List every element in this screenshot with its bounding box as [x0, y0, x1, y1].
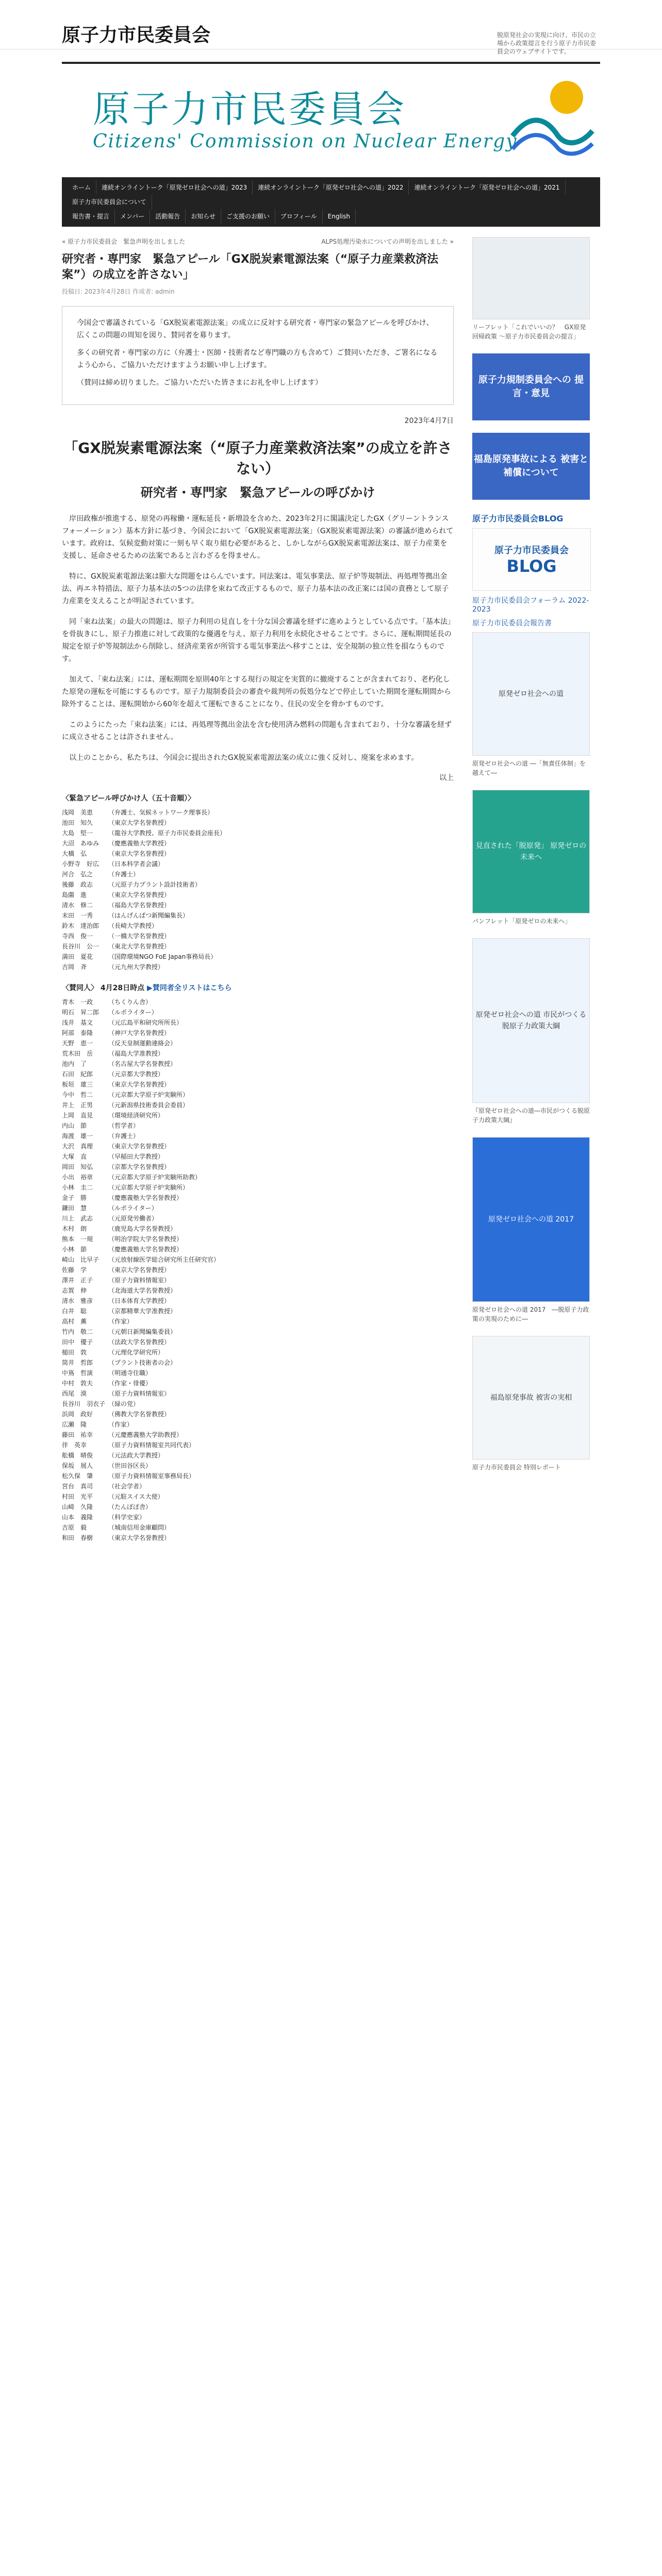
signatory-name: 鈴木 達治郎: [62, 922, 100, 929]
signatory-affiliation: （東京大学名誉教授）: [108, 850, 171, 857]
signatory-name: 今中 哲二: [62, 1091, 93, 1098]
signatory-affiliation: （元京都大学原子炉実験所）: [108, 1091, 189, 1098]
nav-item-talk-2021[interactable]: 連続オンライントーク「原発ゼロ社会への道」2021: [409, 180, 565, 195]
signatory-name: 小林 圭二: [62, 1184, 93, 1191]
signatory-row: [62, 1100, 454, 1110]
signatory-row: [62, 849, 454, 859]
signatory-name: 広瀬 隆: [62, 1421, 87, 1428]
signatory-name: 舩橋 晴俊: [62, 1452, 93, 1459]
signatory-name: 寺西 俊一: [62, 933, 93, 940]
signatory-name: 石田 紀郎: [62, 1071, 93, 1078]
signatory-name: 阿部 泰隆: [62, 1029, 93, 1037]
signatory-row: [62, 1522, 454, 1533]
signatory-row: [62, 1172, 454, 1182]
signatory-row: [62, 1182, 454, 1193]
signatory-row: [62, 869, 454, 879]
caller-heading: 〈緊急アピール呼びかけ人（五十音順）〉: [62, 794, 195, 803]
signatory-name: 吉岡 斉: [62, 963, 87, 971]
signatory-name: 鎌田 慧: [62, 1205, 87, 1212]
signatory-name: 藤田 祐幸: [62, 1431, 93, 1438]
signatory-name: 浅岡 美恵: [62, 809, 93, 816]
signatory-row: [62, 1440, 454, 1450]
blog-banner-title: 原子力市民委員会: [494, 545, 569, 556]
signatory-row: [62, 1419, 454, 1430]
signatory-affiliation: （国際環境NGO FoE Japan事務局長）: [108, 953, 217, 960]
report2017-block: [472, 1137, 590, 1324]
signatory-row: [62, 1079, 454, 1090]
signatory-name: 末田 一秀: [62, 912, 93, 919]
blog-banner-word: BLOG: [506, 556, 557, 576]
signatory-affiliation: （元新潟県技術委員会委員）: [108, 1101, 189, 1109]
signatory-name: 筒井 哲郎: [62, 1359, 93, 1366]
signatory-name: 大沼 あゆみ: [62, 840, 100, 847]
top-header: [0, 0, 662, 55]
signatory-row: [62, 962, 454, 972]
leaflet-caption[interactable]: リーフレット「これでいいの？ GX原発回帰政策 〜原子力市民委員会の提言」: [472, 324, 586, 340]
signatory-affiliation: （龍谷大学教授、原子力市民委員会座長）: [108, 829, 226, 837]
reports-link[interactable]: 原子力市民委員会報告書: [472, 619, 552, 628]
signatory-name: 上岡 直見: [62, 1112, 93, 1119]
signatory-affiliation: （世田谷区長）: [108, 1462, 152, 1469]
signatory-row: [62, 807, 454, 818]
signer-heading-row: [62, 982, 454, 993]
nav-item-about[interactable]: 原子力市民委員会について: [67, 195, 152, 209]
signatory-affiliation: （早稲田大学教授）: [108, 1153, 164, 1160]
signer-list: [62, 997, 454, 1543]
signatory-affiliation: （元京都大学原子炉実験所助教）: [108, 1174, 202, 1181]
signatory-row: [62, 1430, 454, 1440]
notice-intro: 今国会で審議されている「GX脱炭素電源法案」の成立に反対する研究者・専門家の緊急アピールを呼びかけ、広くこの問題の周知を図り、賛同者を募ります。: [77, 319, 434, 340]
signatory-name: 岡田 知弘: [62, 1163, 93, 1171]
signatory-affiliation: （たんぽぽ舎）: [108, 1503, 152, 1511]
signatory-row: [62, 921, 454, 931]
signatory-name: 白井 聡: [62, 1308, 87, 1315]
signatory-affiliation: （城南信用金庫顧問）: [108, 1524, 171, 1531]
signatory-row: [62, 1337, 454, 1347]
signatory-affiliation: （元慶應義塾大学助教授）: [108, 1431, 183, 1438]
signatory-row: [62, 1388, 454, 1399]
signatory-affiliation: （一橋大学名誉教授）: [108, 933, 171, 940]
signatory-name: 中嶌 哲演: [62, 1369, 93, 1377]
special-report-caption[interactable]: 原子力市民委員会 特別レポート: [472, 1464, 561, 1471]
signatory-affiliation: （作家）: [108, 1318, 134, 1325]
signatory-affiliation: （法政大学名誉教授）: [108, 1338, 171, 1346]
signatory-affiliation: （弁護士）: [108, 871, 140, 878]
signatory-name: 熊本 一規: [62, 1235, 93, 1243]
blog-heading[interactable]: 原子力市民委員会BLOG: [472, 514, 564, 523]
signatory-row: [62, 1285, 454, 1296]
appeal-subtitle: 研究者・専門家 緊急アピールの呼びかけ: [140, 485, 375, 500]
signatory-name: 宮台 真司: [62, 1483, 93, 1490]
page-layout: [62, 237, 600, 1543]
signatory-row: [62, 1316, 454, 1327]
signatory-name: 澤井 正子: [62, 1277, 93, 1284]
special-report-card[interactable]: 福島原発事故 被害の実相: [472, 1336, 590, 1460]
signatory-name: 浅井 基文: [62, 1019, 93, 1026]
signatory-name: 村田 光平: [62, 1493, 93, 1500]
leaflet-card[interactable]: 見直された「脱原発」 原発ゼロの未来へ: [472, 790, 590, 913]
wave-sun-logo-icon: [507, 74, 595, 162]
signatory-row: [62, 859, 454, 869]
signatory-affiliation: （原子力資料情報室共同代表）: [108, 1442, 195, 1449]
signatory-row: [62, 879, 454, 890]
signatory-row: [62, 1502, 454, 1512]
signatory-row: [62, 1409, 454, 1419]
signatory-affiliation: （弁護士）: [108, 1132, 140, 1140]
signatory-affiliation: （東京大学名誉教授）: [108, 891, 171, 899]
signatory-row: [62, 828, 454, 838]
signatory-row: [62, 1378, 454, 1388]
signatory-row: [62, 1224, 454, 1234]
appeal-title: 「GX脱炭素電源法案（“原子力産業救済法案”の成立を許さない）: [63, 439, 452, 477]
signatory-affiliation: （プラント技術者の会）: [108, 1359, 177, 1366]
signatory-name: 大沢 真理: [62, 1143, 93, 1150]
signatory-row: [62, 890, 454, 900]
signatory-name: 小野寺 好広: [62, 860, 100, 868]
signatory-name: 小林 節: [62, 1246, 87, 1253]
appeal-date: 2023年4月7日: [404, 417, 454, 425]
signatory-affiliation: （長崎大学教授）: [108, 922, 158, 929]
signatory-name: 荒木田 岳: [62, 1050, 93, 1057]
signatory-affiliation: （元法政大学教授）: [108, 1452, 164, 1459]
signatory-affiliation: （緑の党）: [108, 1400, 140, 1408]
sidebar: [472, 237, 590, 1543]
notice-note: （賛同は締め切りました。ご協力いただいた皆さまにお礼を申し上げます）: [77, 379, 322, 387]
signatory-row: [62, 910, 454, 921]
signatory-affiliation: （福島大学名誉教授）: [108, 902, 171, 909]
road-caption[interactable]: 原発ゼロ社会への道 ―「無責任体制」を越えて―: [472, 760, 586, 776]
signatory-affiliation: （元九州大学教授）: [108, 963, 164, 971]
signatory-row: [62, 1265, 454, 1275]
nav-item-talk-2023[interactable]: 連続オンライントーク「原発ゼロ社会への道」2023: [96, 180, 253, 195]
signatory-row: [62, 931, 454, 941]
notice-body: 多くの研究者・専門家の方に（弁護士・医師・技術者など専門職の方も含めて）ご賛同いただき、ご署名になるよう心から、ご協力いただけますようお願い申し上げます。: [77, 349, 438, 369]
prev-post-link[interactable]: « 原子力市民委員会 緊急声明を出しました: [62, 238, 186, 245]
banner-subtitle: Citizens' Commission on Nuclear Energy: [93, 131, 518, 152]
signatory-name: 明石 昇二郎: [62, 1009, 100, 1016]
signatory-row: [62, 1234, 454, 1244]
appeal-paragraph: 同「束ね法案」の最大の問題は、原子力利用の見直しを十分な国会審議を経ずに進めようとしている点です。「基本法」を骨抜きにし、原子力推進に対して政策的な優遇を与え、原子力利用を永続化させることです。さらに、運転期間延長の規定を原子炉等規制法から削除し、経済産業省が所管する電気事業法へ移すことは、安全規制の独立性を損なうものです。: [62, 618, 452, 663]
leaflet-block: [472, 790, 590, 926]
signatory-affiliation: （元朝日新聞編集委員）: [108, 1328, 177, 1335]
nav-item-reports[interactable]: 報告書・提言: [67, 209, 115, 224]
signatory-row: [62, 1399, 454, 1409]
signatory-row: [62, 818, 454, 828]
nav-item-activities[interactable]: 活動報告: [150, 209, 186, 224]
site-tagline: 脱原発社会の実現に向け、市民の立場から政策提言を行う原子力市民委員会のウェブサイトです。: [497, 31, 597, 55]
signatory-affiliation: （元原発労働者）: [108, 1215, 158, 1222]
signatory-name: 内山 節: [62, 1122, 87, 1129]
signatory-name: 川上 武志: [62, 1215, 93, 1222]
nav-item-home[interactable]: ホーム: [67, 180, 96, 195]
signer-count-note: 4月28日時点: [100, 984, 145, 992]
signatory-row: [62, 1162, 454, 1172]
signatory-row: [62, 1141, 454, 1151]
main-content: [62, 237, 454, 1543]
post-title: 研究者・専門家 緊急アピール「GX脱炭素電源法案（“原子力産業救済法案”）の成立を許さない」: [62, 253, 439, 281]
signatory-affiliation: （社会学者）: [108, 1483, 146, 1490]
signatory-affiliation: （哲学者）: [108, 1122, 140, 1129]
nav-item-english[interactable]: English: [323, 209, 356, 224]
signatory-affiliation: （東京大学名誉教授）: [108, 1266, 171, 1274]
signatory-name: 竹内 敬二: [62, 1328, 93, 1335]
signatory-affiliation: （反天皇制運動連絡会）: [108, 1040, 177, 1047]
signatory-name: 清水 雅彦: [62, 1297, 93, 1304]
signatory-row: [62, 1193, 454, 1203]
signatory-name: 清水 修二: [62, 902, 93, 909]
signatory-name: 池内 了: [62, 1060, 87, 1067]
signatory-row: [62, 1151, 454, 1162]
signatory-affiliation: （原子力資料情報室）: [108, 1277, 171, 1284]
forum-link[interactable]: 原子力市民委員会フォーラム 2022-2023: [472, 597, 589, 614]
signatory-name: 長谷川 羽衣子: [62, 1400, 106, 1408]
appeal-paragraph: 岸田政権が推進する、原発の再稼働・運転延長・新増設を含めた、2023年2月に閣議決定したGX（グリーントランスフォーメーション）基本方針に基づき、今国会において「GX脱炭素電源法案」（GX脱炭素電源法案）の審議が進められています。政府は、気候変動対策に一刻も早く取り組む必要があると、しかしながらGX脱炭素電源法案は、原子力産業を支援し、延命させるための法案であると言わざるを得ません。: [62, 515, 454, 560]
signatory-affiliation: （日本科学者会議）: [108, 860, 164, 868]
nav-item-profile[interactable]: プロフィール: [275, 209, 323, 224]
appeal-paragraph: 特に、GX脱炭素電源法案は膨大な問題をはらんでいます。同法案は、電気事業法、原子炉等規制法、再処理等拠出金法、再エネ特措法、原子力基本法の5つの法律を束ねて改正するもので、原子力基本法の改正案には国の責務として原子力産業を支えることが明記されています。: [62, 572, 449, 605]
signatory-row: [62, 1461, 454, 1471]
signatory-name: 長谷川 公一: [62, 943, 100, 950]
signatory-affiliation: （東京大学名誉教授）: [108, 1081, 171, 1088]
signatory-name: 天野 恵一: [62, 1040, 93, 1047]
signatory-affiliation: （弁護士、気候ネットワーク理事長）: [108, 809, 214, 816]
signatory-affiliation: （京都精華大学准教授）: [108, 1308, 177, 1315]
signatory-row: [62, 1275, 454, 1285]
signatory-row: [62, 952, 454, 962]
damage-button[interactable]: 福島原発事故による 被害と補償について: [472, 433, 590, 500]
signatory-affiliation: （明通寺住職）: [108, 1369, 152, 1377]
signatory-name: 保坂 展人: [62, 1462, 93, 1469]
nav-item-talk-2022[interactable]: 連続オンライントーク「原発ゼロ社会への道」2022: [253, 180, 409, 195]
signatory-name: 木村 朗: [62, 1225, 87, 1232]
signatory-name: 槌田 敦: [62, 1349, 87, 1356]
signatory-row: [62, 838, 454, 849]
signatory-name: 大塚 直: [62, 1153, 87, 1160]
appeal-paragraph: 加えて、「束ね法案」には、運転期間を原則40年とする現行の規定を実質的に撤廃することが含まれており、老朽化した原発の運転を可能にするものです。原子力規制委員会の審査や裁判所の仮処分などで停止していた期間を運転期間から除外することは、運転開始から60年を超えて運転できることになり、住民の安全を脅かすものです。: [62, 675, 451, 708]
signatory-name: 浜岡 政好: [62, 1411, 93, 1418]
signatory-affiliation: （元駐スイス大使）: [108, 1493, 164, 1500]
signatory-row: [62, 1492, 454, 1502]
signatory-affiliation: （作家・俳優）: [108, 1380, 152, 1387]
signatory-affiliation: （東京大学名誉教授）: [108, 1143, 171, 1150]
signatory-name: 松久保 肇: [62, 1472, 93, 1480]
signatory-row: [62, 1255, 454, 1265]
special-report-block: [472, 1336, 590, 1472]
signatory-affiliation: （はんげんぱつ新聞編集長）: [108, 912, 189, 919]
signatory-row: [62, 1048, 454, 1059]
signatory-row: [62, 1533, 454, 1543]
signatory-affiliation: （福島大学准教授）: [108, 1050, 164, 1057]
road-block: [472, 632, 590, 777]
signatory-affiliation: （元理化学研究所）: [108, 1349, 164, 1356]
signatory-affiliation: （東京大学名誉教授）: [108, 819, 171, 826]
signatory-row: [62, 1244, 454, 1255]
signatory-name: 後藤 政志: [62, 881, 93, 888]
signatory-row: [62, 1368, 454, 1378]
site-title[interactable]: 原子力市民委員会: [62, 24, 211, 46]
signatory-name: 河合 弘之: [62, 871, 93, 878]
signatory-affiliation: （慶應義塾大学名誉教授）: [108, 1246, 183, 1253]
signatory-row: [62, 1131, 454, 1141]
signatory-row: [62, 1306, 454, 1316]
signatory-name: 田中 優子: [62, 1338, 93, 1346]
signatory-row: [62, 1038, 454, 1048]
signatory-name: 吉原 毅: [62, 1524, 87, 1531]
signatory-name: 伴 英幸: [62, 1442, 87, 1449]
signatory-name: 満田 夏花: [62, 953, 93, 960]
signatory-affiliation: （神戸大学名誉教授）: [108, 1029, 171, 1037]
signatory-affiliation: （明治学院大学名誉教授）: [108, 1235, 183, 1243]
signatory-affiliation: （元原子力プラント設計技術者）: [108, 881, 202, 888]
signatory-row: [62, 1028, 454, 1038]
signatory-row: [62, 1347, 454, 1358]
post-navigation: [62, 237, 454, 246]
signatory-affiliation: （原子力資料情報室）: [108, 1390, 171, 1397]
signatory-affiliation: （科学史家）: [108, 1514, 146, 1521]
book-card[interactable]: 原発ゼロ社会への道 市民がつくる 脱原子力政策大綱: [472, 938, 590, 1103]
header-banner[interactable]: [62, 62, 600, 177]
signatory-name: 大橋 弘: [62, 850, 87, 857]
signatory-name: 島薗 進: [62, 891, 87, 899]
signatory-affiliation: （環境経済研究所）: [108, 1112, 164, 1119]
notice-box: [62, 306, 454, 405]
signatory-affiliation: （慶應義塾大学名誉教授）: [108, 1194, 183, 1201]
signatory-name: 崎山 比早子: [62, 1256, 100, 1263]
signatory-row: [62, 1069, 454, 1079]
signatory-row: [62, 1512, 454, 1522]
signatory-name: 海渡 雄一: [62, 1132, 93, 1140]
nav-item-news[interactable]: お知らせ: [186, 209, 221, 224]
signatory-row: [62, 1450, 454, 1461]
signatory-affiliation: （佛教大学名誉教授）: [108, 1411, 171, 1418]
signatory-name: 青木 一政: [62, 998, 93, 1006]
signatory-affiliation: （京都大学名誉教授）: [108, 1163, 171, 1171]
banner-title: 原子力市民委員会: [93, 88, 407, 131]
book-block: [472, 938, 590, 1125]
signatory-affiliation: （慶應義塾大学教授）: [108, 840, 171, 847]
signatory-name: 井上 正男: [62, 1101, 93, 1109]
signatory-row: [62, 1203, 454, 1213]
signatory-row: [62, 997, 454, 1007]
signatory-affiliation: （元広島平和研究所所長）: [108, 1019, 183, 1026]
signatory-row: [62, 1059, 454, 1069]
signatory-row: [62, 941, 454, 952]
signatory-row: [62, 1213, 454, 1224]
signatory-row: [62, 1007, 454, 1018]
signatory-affiliation: （元京都大学原子炉実験所）: [108, 1184, 189, 1191]
blog-banner[interactable]: [472, 528, 591, 591]
signer-heading: 〈賛同人〉: [62, 984, 98, 992]
signatory-affiliation: （名古屋大学名誉教授）: [108, 1060, 177, 1067]
appeal-paragraph: 以上のことから、私たちは、今国会に提出されたGX脱炭素電源法案の成立に強く反対し、廃案を求めます。: [69, 754, 419, 762]
signatory-row: [62, 1110, 454, 1121]
signatory-affiliation: （ルポライター）: [108, 1205, 158, 1212]
report2017-card[interactable]: 原発ゼロ社会への道 2017: [472, 1137, 590, 1302]
main-nav: [62, 177, 600, 227]
signatory-name: 高村 薫: [62, 1318, 87, 1325]
appeal-paragraph: このようにたった「束ね法案」には、再処理等拠出金法を含む使用済み燃料の問題も含まれており、十分な審議を経ずに成立させることは許されません。: [62, 721, 452, 741]
signatory-name: 山崎 久隆: [62, 1503, 93, 1511]
post-meta: 投稿日: 2023年4月28日 作成者: admin: [62, 288, 175, 295]
signatory-affiliation: （北海道大学名誉教授）: [108, 1287, 177, 1294]
signatory-affiliation: （元放射線医学総合研究所主任研究官）: [108, 1256, 220, 1263]
signatory-row: [62, 900, 454, 910]
signatory-row: [62, 1018, 454, 1028]
nav-item-support[interactable]: ご支援のお願い: [221, 209, 275, 224]
signatory-row: [62, 1121, 454, 1131]
book-caption[interactable]: 『原発ゼロ社会への道―市民がつくる脱原子力政策大綱』: [472, 1107, 590, 1124]
signer-list-link[interactable]: ▶賛同者全リストはこちら: [146, 984, 232, 992]
signatory-name: 西尾 漠: [62, 1390, 87, 1397]
signatory-row: [62, 1471, 454, 1481]
signatory-name: 和田 春樹: [62, 1534, 93, 1541]
leaflet-card-caption[interactable]: パンフレット「原発ゼロの未来へ」: [472, 918, 571, 925]
signatory-affiliation: （元京都大学教授）: [108, 1071, 164, 1078]
signatory-name: 佐藤 学: [62, 1266, 87, 1274]
signatory-name: 金子 勝: [62, 1194, 87, 1201]
leaflet-thumbnail[interactable]: [472, 237, 590, 319]
signatory-affiliation: （作家）: [108, 1421, 134, 1428]
report2017-caption[interactable]: 原発ゼロ社会への道 2017 ―脱原子力政策の実現のために―: [472, 1306, 589, 1323]
nav-item-members[interactable]: メンバー: [115, 209, 150, 224]
signatory-row: [62, 1358, 454, 1368]
signatory-affiliation: （東京大学名誉教授）: [108, 1534, 171, 1541]
signatory-row: [62, 1481, 454, 1492]
signatory-affiliation: （鹿児島大学名誉教授）: [108, 1225, 177, 1232]
signatory-row: [62, 1090, 454, 1100]
signatory-name: 志賀 伸: [62, 1287, 87, 1294]
signatory-affiliation: （日本体育大学教授）: [108, 1297, 171, 1304]
signatory-affiliation: （原子力資料情報室事務局長）: [108, 1472, 195, 1480]
signatory-affiliation: （ちくりん舎）: [108, 998, 152, 1006]
signatory-row: [62, 1327, 454, 1337]
road-card[interactable]: 原発ゼロ社会への道: [472, 632, 590, 756]
signatory-name: 中村 敦夫: [62, 1380, 93, 1387]
signatory-name: 板垣 雄三: [62, 1081, 93, 1088]
signatory-name: 池田 知久: [62, 819, 93, 826]
signatory-row: [62, 1296, 454, 1306]
signatory-name: 小出 裕章: [62, 1174, 93, 1181]
signatory-name: 大島 堅一: [62, 829, 93, 837]
caller-list: [62, 807, 454, 972]
news-block: [472, 237, 590, 341]
next-post-link[interactable]: ALPS処理汚染水についての声明を出しました »: [321, 238, 454, 245]
end-mark: 以上: [439, 774, 454, 782]
signatory-name: 山本 義隆: [62, 1514, 93, 1521]
signatory-affiliation: （ルポライター）: [108, 1009, 158, 1016]
regulation-button[interactable]: 原子力規制委員会への 提言・意見: [472, 353, 590, 420]
signatory-affiliation: （東北大学名誉教授）: [108, 943, 171, 950]
